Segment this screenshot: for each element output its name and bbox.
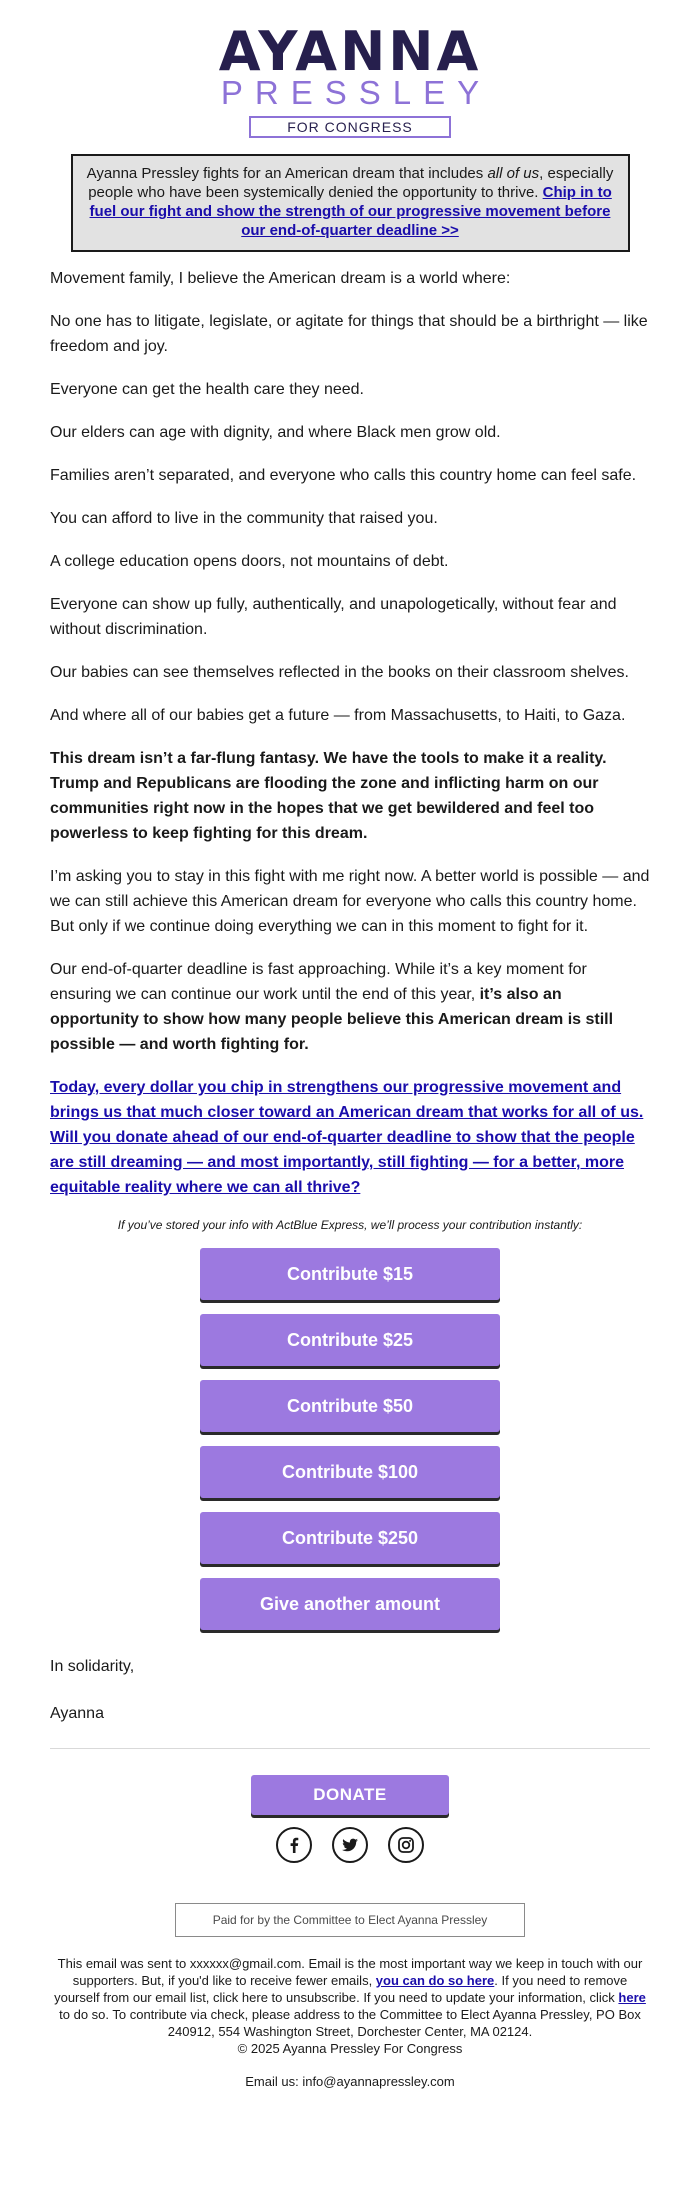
logo-tagline: FOR CONGRESS xyxy=(249,116,451,138)
body-paragraph: I’m asking you to stay in this fight with me right now. A better world is possible — and we can still achieve this American dream for everyone who calls this country home. But only if we continue doing everything we can in this moment to fight for it. xyxy=(50,868,650,935)
donate-cta-link[interactable]: Today, every dollar you chip in strengthens our progressive movement and brings us that much closer toward an American dream that works for all of us. Will you donate ahead of our end-of-quarter deadline to show that the people are still dreaming — and most importantly, still fighting — for a better, more equitable reality where we can all thrive? xyxy=(50,1079,644,1196)
copyright: © 2025 Ayanna Pressley For Congress xyxy=(237,2041,463,2056)
contribution-buttons xyxy=(0,1248,700,1630)
intro-text-em: all of us xyxy=(487,165,540,182)
actblue-note: If you’ve stored your info with ActBlue Express, we’ll process your contribution instantly: xyxy=(117,1218,583,1232)
footer-text xyxy=(50,1955,650,2040)
body-paragraph: Our babies can see themselves reflected in the books on their classroom shelves. xyxy=(50,664,629,681)
intro-text-start: Ayanna Pressley fights for an American dream that includes xyxy=(86,165,488,182)
social-links xyxy=(0,1827,700,1863)
body-paragraph: Movement family, I believe the American dream is a world where: xyxy=(50,270,511,287)
intro-text-end: , especially people who have been systemically denied the opportunity to thrive. xyxy=(88,165,614,201)
body-paragraph: Families aren’t separated, and everyone who calls this country home can feel safe. xyxy=(50,467,637,484)
intro-chip-in-link[interactable]: Chip in to fuel our fight and show the strength of our progressive movement before our end-of-quarter deadline >> xyxy=(89,184,612,239)
signoff-name: Ayanna xyxy=(50,1705,104,1722)
twitter-icon[interactable] xyxy=(332,1827,368,1863)
email-body xyxy=(0,252,700,1200)
paid-for-disclaimer: Paid for by the Committee to Elect Ayanna Pressley xyxy=(175,1903,525,1937)
body-paragraph: And where all of our babies get a future — from Massachusetts, to Haiti, to Gaza. xyxy=(50,707,626,724)
donate-button[interactable]: DONATE xyxy=(251,1775,449,1815)
body-paragraph: You can afford to live in the community that raised you. xyxy=(50,510,438,527)
body-paragraph-bold: This dream isn’t a far-flung fantasy. We have the tools to make it a reality. Trump and Republicans are flooding the zone and inflicting harm on our communities right now in the hopes that we get bewildered and feel too powerless to keep fighting for this dream. xyxy=(50,750,607,842)
instagram-icon[interactable] xyxy=(388,1827,424,1863)
body-paragraph: A college education opens doors, not mountains of debt. xyxy=(50,553,449,570)
body-paragraph-mixed xyxy=(50,957,650,1057)
update-info-link[interactable]: here xyxy=(618,1990,646,2005)
logo xyxy=(0,0,700,138)
footer-text-part: This email was sent to xxxxxx@gmail.com. Email is the most important way we keep in touch with our supporters. But, if you'd like to receive fewer emails, xyxy=(57,1956,643,1988)
facebook-icon[interactable] xyxy=(276,1827,312,1863)
body-paragraph: Everyone can get the health care they need. xyxy=(50,381,364,398)
fewer-emails-link[interactable]: you can do so here xyxy=(375,1973,495,1988)
footer xyxy=(0,1955,700,2090)
logo-name: AYANNA xyxy=(218,20,482,83)
signoff-closing: In solidarity, xyxy=(50,1658,135,1675)
contribute-15-button[interactable]: Contribute $15 xyxy=(200,1248,500,1300)
logo-surname: PRESSLEY xyxy=(220,74,492,111)
contribute-250-button[interactable]: Contribute $250 xyxy=(200,1512,500,1564)
footer-text-part: . If you need to remove yourself from our email list, click here to unsubscribe. If you need to update your information, click xyxy=(54,1973,628,2005)
divider xyxy=(50,1748,650,1749)
body-paragraph: Everyone can show up fully, authentically, and unapologetically, without fear and without discrimination. xyxy=(50,596,617,638)
contribute-100-button[interactable]: Contribute $100 xyxy=(200,1446,500,1498)
contribute-25-button[interactable]: Contribute $25 xyxy=(200,1314,500,1366)
body-paragraph: Our elders can age with dignity, and where Black men grow old. xyxy=(50,424,501,441)
body-text-bold: it’s also an opportunity to show how many people believe this American dream is still possible — and worth fighting for. xyxy=(50,986,614,1053)
body-text: Our end-of-quarter deadline is fast approaching. While it’s a key moment for ensuring we can continue our work until the end of this year, xyxy=(50,961,587,1003)
give-another-amount-button[interactable]: Give another amount xyxy=(200,1578,500,1630)
contact-email: Email us: info@ayannapressley.com xyxy=(245,2074,455,2089)
intro-box xyxy=(71,154,630,252)
contribute-50-button[interactable]: Contribute $50 xyxy=(200,1380,500,1432)
signoff xyxy=(0,1644,700,1726)
body-paragraph: No one has to litigate, legislate, or agitate for things that should be a birthright — like freedom and joy. xyxy=(50,313,648,355)
footer-text-part: to do so. To contribute via check, please address to the Committee to Elect Ayanna Pressley, PO Box 240912, 554 Washington Street, Dorchester Center, MA 02124. xyxy=(59,2007,641,2039)
